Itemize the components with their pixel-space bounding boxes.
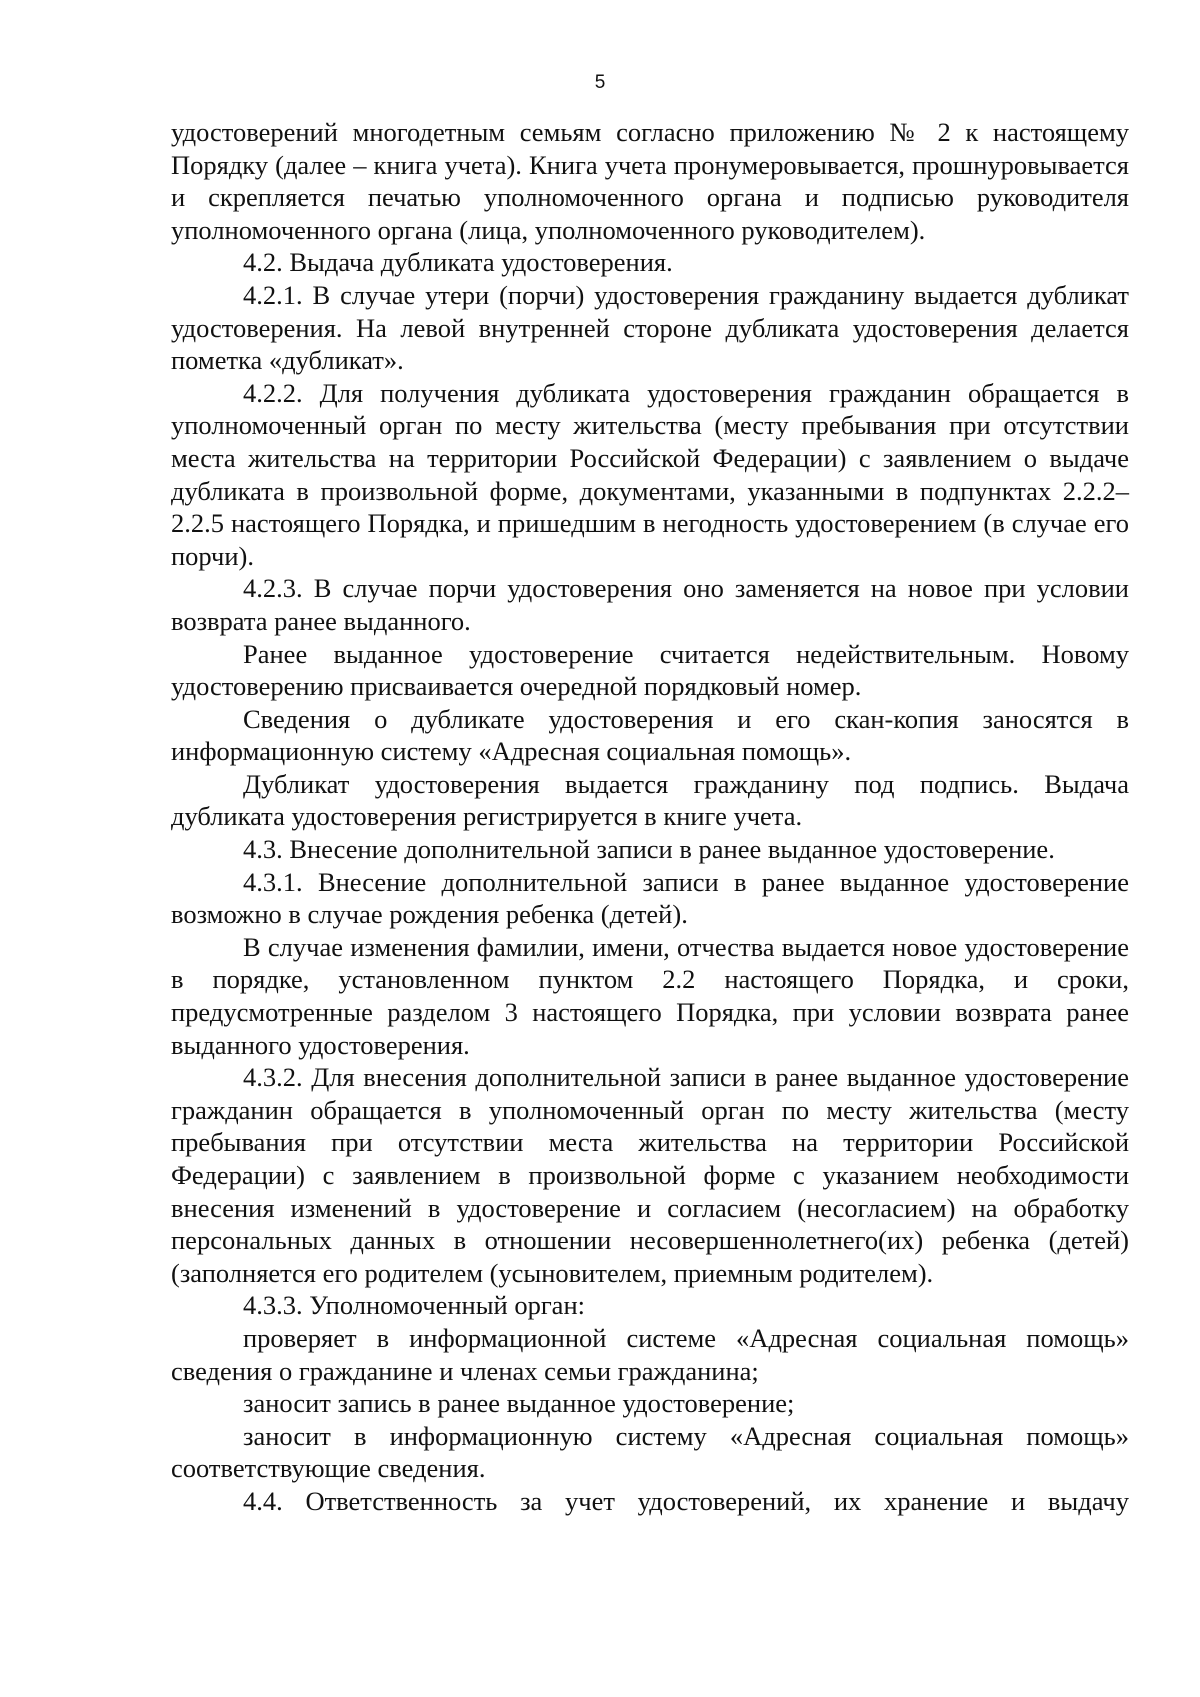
- paragraph-4-2-3: 4.2.3. В случае порчи удостоверения оно заменяется на новое при условии возврата ранее выданного.: [171, 573, 1129, 636]
- paragraph-4-4: 4.4. Ответственность за учет удостоверений, их хранение и выдачу: [243, 1485, 1129, 1516]
- paragraph-records-entry: заносит запись в ранее выданное удостоверение;: [243, 1388, 795, 1419]
- paragraph-4-3-1: 4.3.1. Внесение дополнительной записи в ранее выданное удостоверение возможно в случае рождения ребенка (детей).: [171, 866, 1129, 930]
- page-number: 5: [594, 72, 606, 93]
- document-body: [171, 116, 1129, 1518]
- paragraph-continuation: удостоверений многодетным семьям согласно приложению № 2 к настоящему Порядку (далее – книга учета). Книга учета пронумеровывается, прошнуровывается и скрепляется печатью уполномоченного органа и подписью руководителя уполномоченного органа (лица, уполномоченного руководителем).: [171, 117, 1129, 245]
- paragraph-duplicate-info: Сведения о дубликате удостоверения и его скан-копия заносятся в информационную систему «Адресная социальная помощь».: [171, 703, 1129, 767]
- paragraph-previous-invalid: Ранее выданное удостоверение считается недействительным. Новому удостоверению присваивается очередной порядковый номер.: [171, 638, 1129, 702]
- paragraph-4-3-heading: 4.3. Внесение дополнительной записи в ранее выданное удостоверение.: [243, 834, 1055, 865]
- paragraph-4-2-2: 4.2.2. Для получения дубликата удостоверения гражданин обращается в уполномоченный орган по месту жительства (месту пребывания при отсутствии места жительства на территории Российской Федерации) с заявлением о выдаче дубликата в произвольной форме, документами, указанными в подпунктах 2.2.2–2.2.5 настоящего Порядка, и пришедшим в негодность удостоверением (в случае его порчи).: [171, 377, 1129, 571]
- paragraph-4-3-2: 4.3.2. Для внесения дополнительной записи в ранее выданное удостоверение гражданин обращается в уполномоченный орган по месту жительства (месту пребывания при отсутствии места жительства на территории Российской Федерации) с заявлением в произвольной форме с указанием необходимости внесения изменений в удостоверение и согласием (несогласием) на обработку персональных данных в отношении несовершеннолетнего(их) ребенка (детей) (заполняется его родителем (усыновителем, приемным родителем).: [171, 1062, 1129, 1288]
- paragraph-duplicate-issue: Дубликат удостоверения выдается гражданину под подпись. Выдача дубликата удостоверения регистрируется в книге учета.: [171, 768, 1129, 832]
- paragraph-4-3-3: 4.3.3. Уполномоченный орган:: [243, 1290, 585, 1321]
- paragraph-name-change: В случае изменения фамилии, имени, отчества выдается новое удостоверение в порядке, установленном пунктом 2.2 настоящего Порядка, и сроки, предусмотренные разделом 3 настоящего Порядка, при условии возврата ранее выданного удостоверения.: [171, 931, 1129, 1060]
- paragraph-enters-system: заносит в информационную систему «Адресная социальная помощь» соответствующие сведения.: [171, 1420, 1129, 1484]
- paragraph-4-2-1: 4.2.1. В случае утери (порчи) удостоверения гражданину выдается дубликат удостоверения. На левой внутренней стороне дубликата удостоверения делается пометка «дубликат».: [171, 279, 1129, 376]
- paragraph-checks: проверяет в информационной системе «Адресная социальная помощь» сведения о гражданине и членах семьи гражданина;: [171, 1322, 1129, 1386]
- paragraph-4-2-heading: 4.2. Выдача дубликата удостоверения.: [243, 247, 673, 278]
